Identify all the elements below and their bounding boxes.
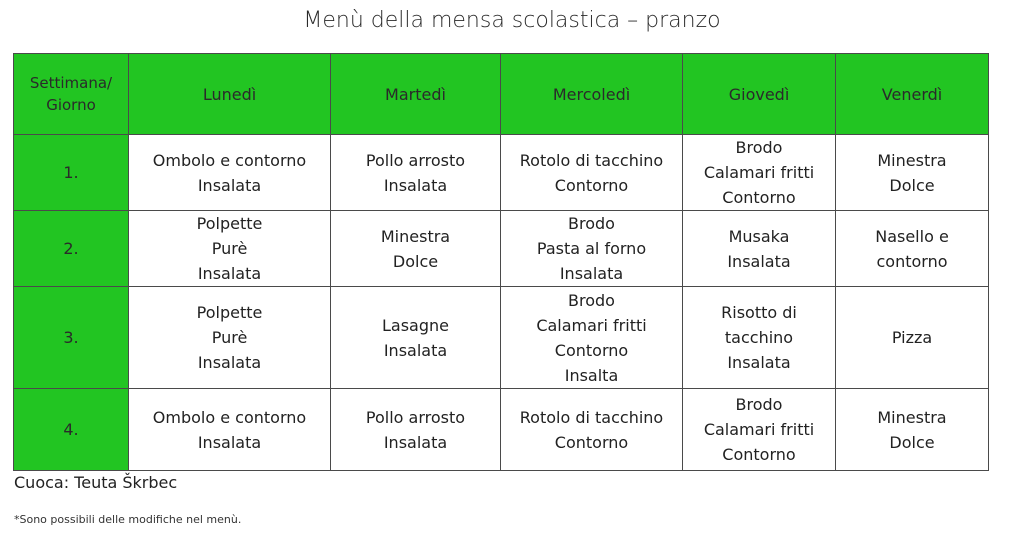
cook-credit: Cuoca: Teuta Škrbec [14,473,178,492]
dish-line: Insalata [383,175,448,195]
dish-line: Insalta [564,365,619,385]
menu-cell [501,135,683,211]
dish-line: Insalata [383,432,448,452]
dish-line: Musaka [728,226,790,246]
dish-line: Minestra [877,407,947,427]
dish-line: Ombolo e contorno [152,407,307,427]
dish-line: Pollo arrosto [365,150,466,170]
dish-line: contorno [876,251,948,271]
dish-line: Calamari fritti [703,420,815,439]
dish-line: Purè [211,328,248,347]
menu-body [14,135,989,471]
day-header-tuesday: Martedì [331,54,501,135]
menu-cell [683,389,836,471]
corner-header-line: Giorno [46,96,96,114]
dish-line: Risotto di [721,303,797,322]
week-number: 1. [14,135,129,211]
table-row [14,211,989,287]
day-header-monday: Lunedì [129,54,331,135]
day-header-friday: Venerdì [836,54,989,135]
menu-cell [331,135,501,211]
menu-cell [129,389,331,471]
dish-line: Insalata [197,175,262,195]
menu-cell [331,389,501,471]
week-number: 3. [14,287,129,389]
menu-cell [836,389,989,471]
menu-cell [129,135,331,211]
menu-cell [836,135,989,211]
dish-line: Insalata [727,353,791,372]
dish-line: Nasello e [875,226,949,246]
dish-line: Dolce [889,175,935,195]
menu-cell [683,287,836,389]
dish-line: Rotolo di tacchino [519,150,664,170]
dish-line: Contorno [554,175,629,195]
week-number: 4. [14,389,129,471]
dish-line: Pasta al forno [536,239,647,258]
menu-cell [129,211,331,287]
menu-table [13,53,989,471]
dish-line: Insalata [559,264,624,283]
corner-header-line: Settimana/ [29,74,113,92]
menu-cell [331,287,501,389]
dish-line: Calamari fritti [536,315,647,335]
dish-line: Calamari fritti [703,163,815,182]
dish-line: Insalata [383,340,448,360]
dish-line: Contorno [554,340,629,360]
footnote: *Sono possibili delle modifiche nel menù. [14,513,242,526]
dish-line: Brodo [568,290,615,310]
dish-line: Minestra [380,226,451,246]
week-number: 2. [14,211,129,287]
corner-header [14,54,129,135]
header-row [14,54,989,135]
dish-line: Pollo arrosto [365,407,466,427]
dish-line: Rotolo di tacchino [519,407,664,427]
dish-line: Minestra [877,150,947,170]
dish-line: Insalata [727,251,791,271]
dish-line: Brodo [568,214,615,233]
menu-cell [683,211,836,287]
menu-cell [501,389,683,471]
dish-line: Lasagne [382,315,449,335]
dish-line: Brodo [735,395,783,414]
dish-line: Contorno [722,188,796,207]
page-title: Menù della mensa scolastica – pranzo [303,8,721,33]
menu-cell [501,287,683,389]
day-header-thursday: Giovedì [683,54,836,135]
dish-line: Insalata [197,353,262,372]
menu-cell [683,135,836,211]
menu-cell [836,211,989,287]
dish-line: Contorno [722,445,796,464]
menu-cell [501,211,683,287]
dish-line: Dolce [392,251,439,271]
table-row [14,135,989,211]
dish-line: tacchino [724,328,794,347]
dish-line: Brodo [735,138,783,157]
menu-cell [331,211,501,287]
table-row [14,287,989,389]
dish-line: Ombolo e contorno [152,150,307,170]
dish-line: Pizza [891,328,933,347]
menu-cell [836,287,989,389]
dish-line: Dolce [889,432,935,452]
dish-line: Purè [211,239,248,258]
table-row [14,389,989,471]
dish-line: Polpette [196,303,263,322]
dish-line: Insalata [197,264,262,283]
dish-line: Contorno [554,432,629,452]
dish-line: Insalata [197,432,262,452]
dish-line: Polpette [196,214,263,233]
day-header-wednesday: Mercoledì [501,54,683,135]
menu-cell [129,287,331,389]
